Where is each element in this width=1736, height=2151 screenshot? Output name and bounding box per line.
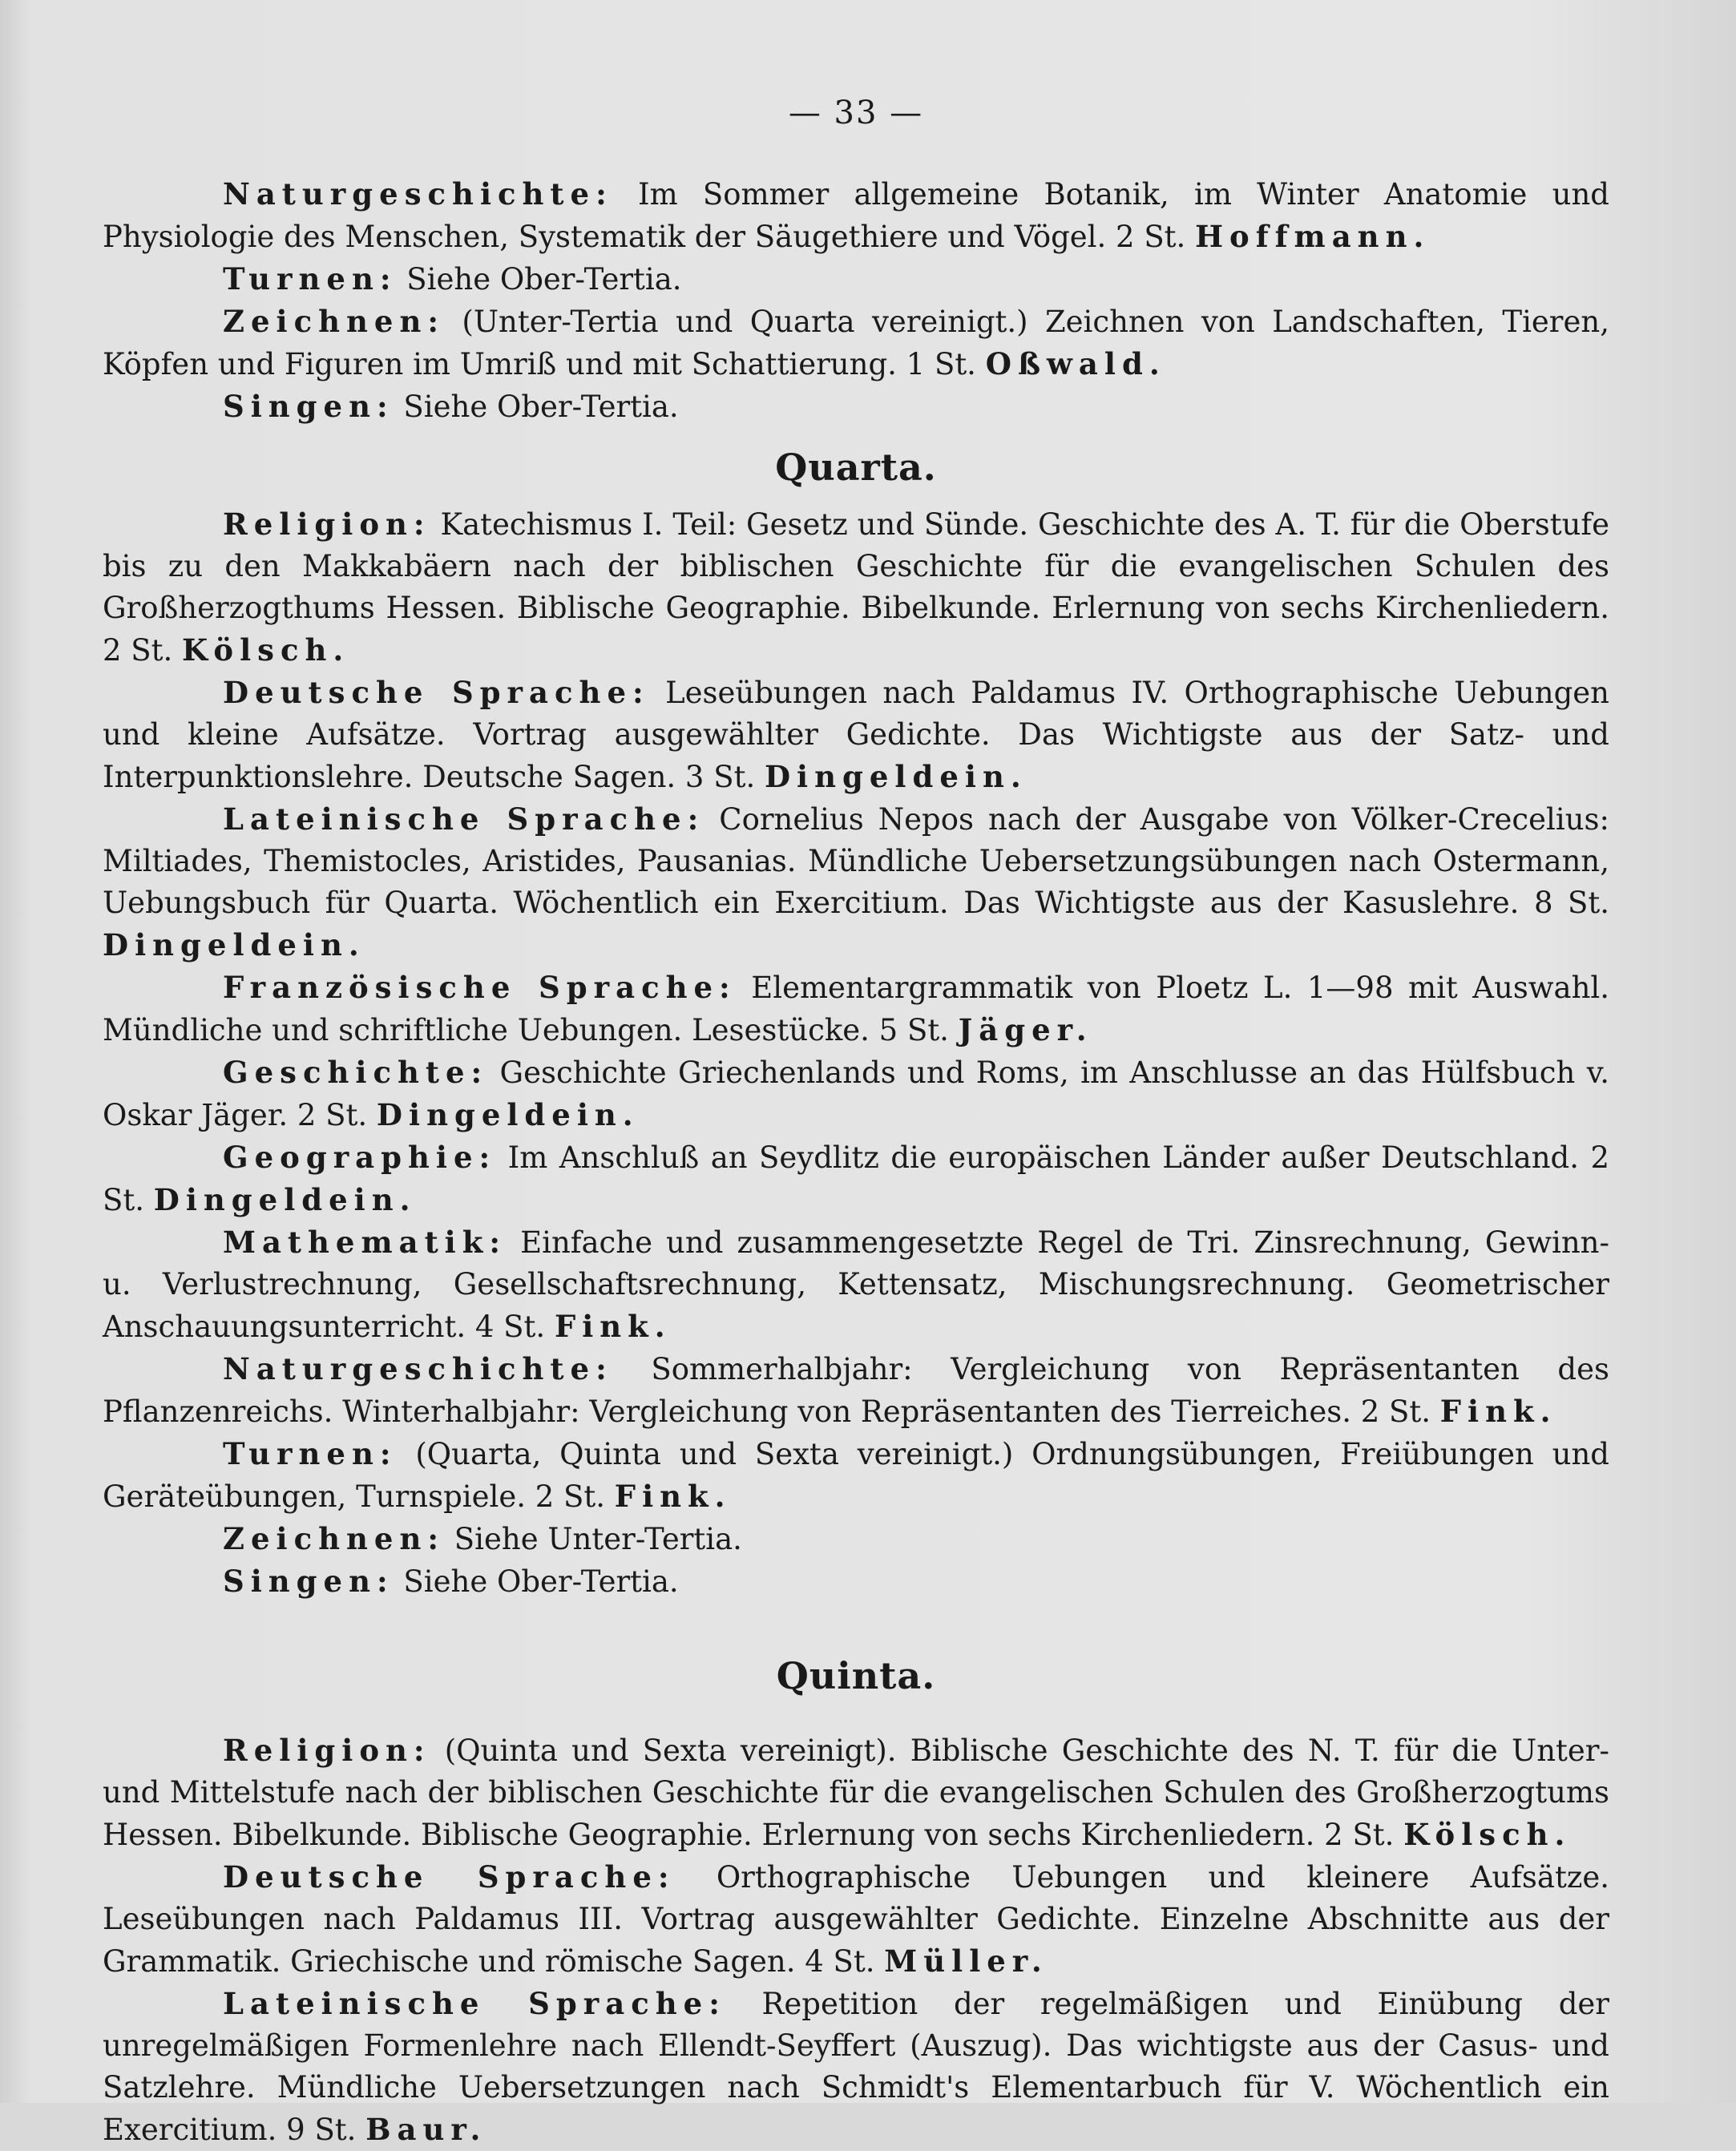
subject-label: Naturgeschichte: — [223, 176, 613, 212]
subject-text: Cornelius Nepos nach der Ausgabe von Völker-Crecelius: Miltiades, Themistocles, Aristides, Pausanias. Mündliche Uebersetzungsübungen nach Ostermann, Uebungsbuch für Quarta. Wöchentlich ein Exercitium. Das Wichtigste aus der Kasuslehre. 8 St. — [103, 802, 1609, 920]
subject-text: Siehe Ober-Tertia. — [397, 262, 682, 297]
entry-singen — [103, 1560, 1609, 1603]
teacher-name: Fink. — [554, 1309, 672, 1344]
entry-mathematik — [103, 1221, 1609, 1348]
subject-text: (Quinta und Sexta vereinigt). Biblische Geschichte des N. T. für die Unter- und Mittelstufe nach der biblischen Geschichte für die evangelischen Schulen des Großherzogtums Hessen. Bibelkunde. Biblische Geographie. Erlernung von sechs Kirchenliedern. 2 St. — [103, 1733, 1609, 1852]
entry-turnen — [103, 1433, 1609, 1518]
subject-text: Im Anschluß an Seydlitz die europäischen Länder außer Deutschland. 2 St. — [103, 1140, 1609, 1217]
subject-label: Turnen: — [223, 261, 398, 297]
subject-label: Zeichnen: — [223, 304, 446, 339]
teacher-name: Dingeldein. — [764, 759, 1027, 794]
subject-text: Siehe Ober-Tertia. — [394, 389, 679, 424]
subject-text: Siehe Ober-Tertia. — [394, 1564, 679, 1599]
entry-naturgeschichte — [103, 173, 1609, 258]
section-heading-quinta: Quinta. — [776, 1654, 936, 1697]
teacher-name: Müller. — [884, 1943, 1048, 1979]
subject-label: Religion: — [223, 506, 431, 542]
subject-label: Singen: — [223, 389, 394, 424]
subject-label: Turnen: — [223, 1436, 398, 1471]
entry-deutsche-sprache — [103, 1856, 1609, 1983]
subject-label: Naturgeschichte: — [223, 1351, 613, 1386]
teacher-name: Jäger. — [958, 1012, 1093, 1047]
entry-deutsche-sprache — [103, 672, 1609, 798]
subject-text: Sommerhalbjahr: Vergleichung von Repräsentanten des Pflanzenreichs. Winterhalbjahr: Vergleichung von Repräsentanten des Tierreiches. 2 St. — [103, 1352, 1609, 1429]
subject-text: Siehe Unter-Tertia. — [445, 1522, 742, 1556]
page-number: — 33 — — [788, 95, 924, 131]
subject-label: Geschichte: — [223, 1055, 489, 1090]
subject-text: Einfache und zusammengesetzte Regel de Tri. Zinsrechnung, Gewinn- u. Verlustrechnung, Gesellschaftsrechnung, Kettensatz, Mischungsrechnung. Geometrischer Anschauungsunterricht. 4 St. — [103, 1225, 1609, 1344]
entry-zeichnen — [103, 301, 1609, 385]
subject-text: Orthographische Uebungen und kleinere Aufsätze. Leseübungen nach Paldamus III. Vortrag ausgewählter Gedichte. Einzelne Abschnitte aus der Grammatik. Griechische und römische Sagen. 4 St. — [103, 1860, 1609, 1979]
quarta-entries — [103, 503, 1609, 1603]
subject-label: Religion: — [223, 1733, 431, 1768]
subject-text: Im Sommer allgemeine Botanik, im Winter Anatomie und Physiologie des Menschen, Systematik der Säugethiere und Vögel. 2 St. — [103, 177, 1609, 254]
subject-text: Leseübungen nach Paldamus IV. Orthographische Uebungen und kleine Aufsätze. Vortrag ausgewählter Gedichte. Das Wichtigste aus der Satz- und Interpunktionslehre. Deutsche Sagen. 3 St. — [103, 676, 1609, 794]
entry-religion — [103, 503, 1609, 672]
section-heading-quarta: Quarta. — [775, 446, 937, 489]
teacher-name: Kölsch. — [1403, 1817, 1572, 1852]
entry-zeichnen — [103, 1518, 1609, 1560]
entry-geographie — [103, 1136, 1609, 1221]
teacher-name: Baur. — [365, 2112, 487, 2147]
quinta-entries — [103, 1729, 1609, 2151]
teacher-name: Dingeldein. — [376, 1097, 640, 1132]
subject-label: Lateinische Sprache: — [223, 1986, 726, 2021]
teacher-name: Dingeldein. — [153, 1182, 417, 1217]
subject-label: Zeichnen: — [223, 1521, 446, 1556]
teacher-name: Fink. — [1439, 1394, 1557, 1429]
entry-lateinische-sprache — [103, 1983, 1609, 2151]
entry-turnen — [103, 258, 1609, 301]
text-column — [103, 95, 1609, 2151]
subject-text: Katechismus I. Teil: Gesetz und Sünde. Geschichte des A. T. für die Oberstufe bis zu den Makkabäern nach der biblischen Geschichte für die evangelischen Schulen des Großherzogthums Hessen. Biblische Geographie. Bibelkunde. Erlernung von sechs Kirchenliedern. 2 St. — [103, 507, 1609, 668]
subject-text: Geschichte Griechenlands und Roms, im Anschlusse an das Hülfsbuch v. Oskar Jäger. 2 St. — [103, 1055, 1609, 1132]
entry-naturgeschichte — [103, 1348, 1609, 1433]
entry-franzoesische-sprache — [103, 967, 1609, 1051]
subject-label: Mathematik: — [223, 1225, 507, 1260]
entry-geschichte — [103, 1051, 1609, 1136]
subject-text: (Unter-Tertia und Quarta vereinigt.) Zeichnen von Landschaften, Tieren, Köpfen und Figuren im Umriß und mit Schattierung. 1 St. — [103, 305, 1609, 381]
entry-religion — [103, 1729, 1609, 1856]
teacher-name: Kölsch. — [182, 632, 350, 668]
subject-label: Singen: — [223, 1564, 394, 1599]
subject-label: Lateinische Sprache: — [223, 801, 705, 837]
subject-label: Französische Sprache: — [223, 970, 737, 1005]
entry-lateinische-sprache — [103, 798, 1609, 967]
subject-label: Geographie: — [223, 1140, 497, 1175]
subject-text: Elementargrammatik von Ploetz L. 1—98 mit Auswahl. Mündliche und schriftliche Uebungen. Lesestücke. 5 St. — [103, 971, 1610, 1047]
teacher-name: Hoffmann. — [1195, 219, 1431, 254]
top-entries — [103, 173, 1609, 428]
teacher-name: Dingeldein. — [103, 927, 365, 963]
subject-label: Deutsche Sprache: — [223, 1859, 676, 1895]
entry-singen — [103, 385, 1609, 428]
teacher-name: Oßwald. — [985, 346, 1166, 381]
subject-label: Deutsche Sprache: — [223, 675, 650, 710]
subject-text: Repetition der regelmäßigen und Einübung der unregelmäßigen Formenlehre nach Ellendt-Seyffert (Auszug). Das wichtigste aus der Casus- und Satzlehre. Mündliche Uebersetzungen nach Schmidt's Elementarbuch für V. Wöchentlich ein Exercitium. 9 St. — [103, 1987, 1609, 2147]
teacher-name: Fink. — [614, 1479, 732, 1514]
subject-text: (Quarta, Quinta und Sexta vereinigt.) Ordnungsübungen, Freiübungen und Geräteübungen, Turnspiele. 2 St. — [103, 1437, 1609, 1514]
